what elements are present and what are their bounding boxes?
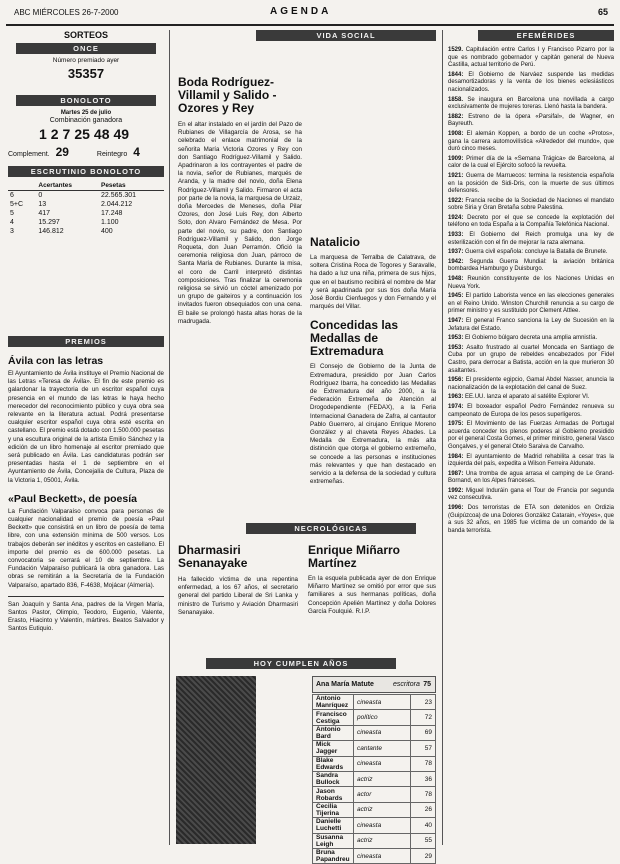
avila-title: Ávila con las letras bbox=[8, 355, 104, 367]
table-row bbox=[313, 710, 436, 725]
table-row bbox=[8, 209, 164, 218]
bonoloto-date: Martes 25 de julio bbox=[60, 110, 112, 116]
enrique-text: En la esquela publicada ayer de don Enrique Miñarro Martínez se omitió por error que sus familiares a sus hermanas políticas, doña Concepción Apelién Martínez y doña Dolores García Foulquié. R.I.P. bbox=[308, 575, 436, 615]
bonoloto-number: 48 bbox=[93, 126, 110, 142]
bday-profession: actriz bbox=[354, 771, 411, 786]
list-item: 1908: El alemán Koppen, a bordo de un coche «Protos», gana la carrera automovilística «Alrededor del mundo», que duró cinco meses. bbox=[448, 130, 614, 153]
list-item: 1974: El boxeador español Pedro Fernández renueva su campeonato de Europa de los pesos superligeros. bbox=[448, 403, 614, 418]
table-row bbox=[313, 756, 436, 771]
table-row bbox=[313, 848, 436, 863]
medallas-title: Concedidas las Medallas de Extremadura bbox=[310, 318, 399, 359]
bonoloto-numbers bbox=[8, 126, 164, 142]
list-item: 1975: El Movimiento de las Fuerzas Armadas de Portugal acuerda conceder los plenos poderes al Gobierno presidido por el general Costa Gomes, el primer ministro, general Vasco Gonçalves, y el general Otelo Saraiva de Carvalho. bbox=[448, 421, 614, 450]
bday-header-row bbox=[312, 676, 436, 693]
header-section: AGENDA bbox=[270, 6, 332, 17]
premios-label: PREMIOS bbox=[8, 336, 164, 347]
bday-name: Sandra Bullock bbox=[313, 771, 354, 786]
table-row bbox=[313, 771, 436, 786]
page-number: 65 bbox=[597, 7, 608, 17]
bday-name: Francisco Cestiga bbox=[313, 710, 354, 725]
premios-section bbox=[8, 336, 164, 634]
list-item: 1987: Una tromba de agua arrasa el camping de Le Grand-Bornand, en los Alpes franceses. bbox=[448, 470, 614, 485]
table-cell: 15.297 bbox=[38, 219, 60, 226]
bday-age: 78 bbox=[411, 756, 436, 771]
dharma-article bbox=[178, 544, 298, 617]
efemerides-section bbox=[448, 30, 614, 537]
complement-row bbox=[8, 145, 164, 159]
list-item: 1921: Guerra de Marruecos: termina la resistencia española en la posición de Sidi-Dris, con la muerte de sus últimos defensores. bbox=[448, 172, 614, 195]
natalicio-title: Natalicio bbox=[310, 235, 361, 249]
list-item: 1984: El ayuntamiento de Madrid rehabilita a cesar tras la izquierda del país, expedita a Wilson Ferreira Aldunate. bbox=[448, 453, 614, 468]
bday-profession: cantante bbox=[354, 741, 411, 756]
bonoloto-number: 7 bbox=[62, 126, 71, 142]
table-cell: 5+C bbox=[10, 201, 24, 208]
table-row bbox=[313, 802, 436, 817]
bday-header-name: Ana María Matute bbox=[316, 681, 374, 688]
enrique-title: Enrique Miñarro Martínez bbox=[308, 543, 401, 570]
list-item: 1953: El Gobierno búlgaro decreta una amplia amnistía. bbox=[448, 335, 598, 342]
avila-text: El Ayuntamiento de Ávila instituye el Premio Nacional de las Letras «Teresa de Ávila». El fin de este premio es galardonar la trayectoria de un escritor español cuya presencia en el mundo de las letras le haya hecho merecedor del reconocimiento público y cuya obra sea relevante en la literatura actual. Podrá presentarse cualquier escritor español cuya obra esté escrita en castellano. El premio está dotado con 1.500.000 pesetas y una escultura original de la artista Emilio Sánchez y la edición de un libro homenaje al escritor premiado que será publicado en Ávila. Las candidaturas podrán ser presentadas hasta el 1 de septiembre en el Ayuntamiento de Ávila, Concejalía de Cultura, Plaza de la Victoria 1, 05001, Ávila. bbox=[8, 370, 164, 484]
boda-article bbox=[178, 76, 302, 326]
list-item: 1844: El Gobierno de Narváez suspende las medidas desamortizadoras y la venta de los bienes eclesiásticos nacionalizados. bbox=[448, 71, 615, 93]
table-cell: 13 bbox=[38, 201, 47, 208]
vida-social-section bbox=[176, 30, 436, 41]
complement-label: Complement. bbox=[8, 151, 50, 158]
bday-name: Antonio Manríquez bbox=[313, 695, 354, 710]
bday-header-age: 75 bbox=[423, 681, 431, 688]
bonoloto-subtitle: Combinación ganadora bbox=[49, 117, 123, 124]
table-header-row bbox=[8, 181, 164, 191]
once-label: ONCE bbox=[16, 43, 156, 54]
bday-profession: actriz bbox=[354, 833, 411, 848]
table-header: Acertantes bbox=[36, 181, 99, 191]
table-row bbox=[313, 787, 436, 802]
bonoloto-number: 1 bbox=[38, 126, 47, 142]
natalicio-article bbox=[310, 76, 436, 486]
list-item: 1992: Miguel Induráin gana el Tour de Francia por segunda vez consecutiva. bbox=[448, 487, 614, 502]
table-cell: 22.565.301 bbox=[100, 192, 137, 199]
once-subtitle: Número premiado ayer bbox=[52, 57, 120, 64]
beckett-title: «Paul Beckett», de poesía bbox=[8, 492, 137, 505]
table-row bbox=[313, 833, 436, 848]
birthday-portrait-photo bbox=[176, 676, 256, 844]
table-cell: 4 bbox=[10, 219, 14, 226]
bonoloto-number: 25 bbox=[74, 126, 90, 142]
list-item: 1963: EE.UU. lanza el aparato al satélite Explorer VI. bbox=[448, 394, 590, 401]
list-item: 1924: Decreto por el que se concede la explotación del teléfono en toda España a la Compañía Telefónica Nacional. bbox=[448, 214, 615, 229]
bonoloto-number: 49 bbox=[113, 126, 130, 142]
bday-profession: cineasta bbox=[354, 818, 411, 833]
bday-age: 78 bbox=[411, 787, 436, 802]
table-header: Pesetas bbox=[99, 181, 164, 191]
escrutinio-label: ESCRUTINIO BONOLOTO bbox=[8, 166, 164, 177]
bday-profession: político bbox=[354, 710, 411, 725]
sorteos-section bbox=[8, 30, 164, 236]
reintegro-value: 4 bbox=[133, 145, 140, 159]
list-item: 1945: El partido Laborista vence en las elecciones generales en el Reino Unido. Winston Churchill renuncia a su cargo de primer ministro y es sustituido por Clement Attlee. bbox=[448, 293, 614, 315]
escrutinio-table bbox=[8, 181, 164, 236]
cumpleanos-label: HOY CUMPLEN AÑOS bbox=[206, 658, 396, 669]
bday-name: Bruna Papandreu bbox=[313, 848, 354, 863]
santos-text: San Joaquín y Santa Ana, padres de la Virgen María, Santos Pastor, Olimpio, Teodoro, Eugenio, Valente, Erasto, Hiacinto y Valentín, mártires. Beatos Salvador y Santos Eutiquio. bbox=[8, 600, 164, 633]
table-row bbox=[8, 227, 164, 236]
list-item: 1858. Se inaugura en Barcelona una novillada a cargo exclusivamente de mujeres toreras. Llenó hasta la bandera. bbox=[448, 96, 615, 111]
efemerides-list bbox=[448, 47, 614, 535]
dharma-title: Dharmasiri Senanayake bbox=[178, 543, 248, 570]
bday-age: 36 bbox=[411, 771, 436, 786]
list-item: 1942: Segunda Guerra Mundial: la aviación británica bombardea Hamburgo y Duisburgo. bbox=[448, 258, 614, 273]
table-cell: 1.100 bbox=[100, 219, 119, 226]
bonoloto-label: BONOLOTO bbox=[16, 95, 156, 106]
bday-age: 69 bbox=[411, 725, 436, 740]
complement-value: 29 bbox=[55, 145, 69, 159]
table-row bbox=[8, 218, 164, 227]
natalicio-text: La marquesa de Terralba de Calatrava, de soltera Cristina Roca de Togores y Saravalle, ha dado a luz una niña, primera de sus hijos, que en el bautismo recibirá el nombre de Mar y será apadrinada por sus tíos doña María José Bordiu Cienfuegos y don Fernando y el marqués del Villar. bbox=[310, 254, 436, 311]
column-divider bbox=[169, 30, 170, 845]
sorteos-title: SORTEOS bbox=[63, 30, 108, 40]
bday-profession: cineasta bbox=[354, 725, 411, 740]
list-item: 1922: Francia recibe de la Sociedad de Naciones el mandato sobre Siria y Gran Bretaña sobre Palestina. bbox=[448, 197, 614, 212]
bday-profession: cineasta bbox=[354, 695, 411, 710]
table-cell: 5 bbox=[10, 210, 14, 217]
table-row bbox=[313, 741, 436, 756]
bday-profession: cineasta bbox=[354, 756, 411, 771]
list-item: 1909: Primer día de la «Semana Trágica» de Barcelona, al calor de la cual el Ejército sofocó la revuelta. bbox=[448, 155, 614, 170]
bday-age: 72 bbox=[411, 710, 436, 725]
bday-age: 55 bbox=[411, 833, 436, 848]
bday-age: 26 bbox=[411, 802, 436, 817]
list-item: 1953: Asalto frustrado al cuartel Moncada en Santiago de Cuba por un grupo de rebeldes encabezados por Fidel Castro, para derrocar a Batista, acción en la que murieron 30 asaltantes. bbox=[448, 344, 614, 374]
list-item: 1882: Estreno de la ópera «Parsifal», de Wagner, en Bayreuth. bbox=[448, 113, 614, 128]
list-item: 1996: Dos terroristas de ETA son detenidos en Ordizia (Guipúzcoa) de una Dolores González Catarain, «Yoyes», que a sus 32 años, en 1985 fue víctima de un comando de la banda terrorista. bbox=[448, 505, 614, 534]
table-cell: 0 bbox=[38, 192, 43, 199]
efemerides-label: EFEMÉRIDES bbox=[478, 30, 614, 41]
bday-table-wrap bbox=[312, 694, 436, 864]
bday-name: Mick Jagger bbox=[313, 741, 354, 756]
bday-profession: cineasta bbox=[354, 848, 411, 863]
bday-age: 57 bbox=[411, 741, 436, 756]
table-cell: 400 bbox=[100, 228, 113, 235]
table-row bbox=[313, 818, 436, 833]
boda-title: Boda Rodríguez-Villamil y Salido - Ozores y Rey bbox=[178, 75, 277, 115]
table-cell: 2.044.212 bbox=[100, 201, 133, 208]
boda-text: En el altar instalado en el jardín del Pazo de Rubianes de Villagarcía de Arosa, se ha celebrado el enlace matrimonial de la señorita María Victoria Ozores y Rey con don Santiago Rodríguez-Villamil y Salido. Apadrinaron a los contrayentes el padre de la novia, señor de Rubianes, marqués de Aranda, y la madre del novio, doña Elena Rodríguez-Villamil y Salido. Firmaron el acta por parte de la novia, la marquesa de Urzaiz, doña Mercedes de Meneses, doña Pilar Ozores, don José Luis Rey, don Alberto Soto, don Alvaro Fernández de Mesa. Por parte del novio, su padre, don Santiago Rodríguez-Villamil y Salido, don Jorge Roqueta, don Juan Perramón. Ofició la ceremonia religiosa don Juan, párroco de Santa María de Rubianes. Durante la misa, el coro de Carril interpretó distintas composiciones. Tras finalizar la ceremonia religiosa se sirvió un cóctel amenizado por un grupo de gaiteiros y a continuación los invitados fueron obsequiados con una cena. El baile se prolongó hasta altas horas de la madrugada. bbox=[178, 121, 302, 325]
list-item: 1529. Capitulación entre Carlos I y Francisco Pizarro por la que es nombrado gobernador y capitán general de Nueva Castilla, actual territorio de Perú. bbox=[448, 47, 615, 69]
vida-social-label: VIDA SOCIAL bbox=[256, 30, 436, 41]
once-number: 35357 bbox=[67, 66, 105, 81]
table-row bbox=[8, 191, 164, 201]
list-item: 1948: Reunión constituyente de los Naciones Unidas en Nueva York. bbox=[448, 276, 614, 290]
table-header bbox=[8, 181, 36, 191]
bday-name: Jason Robards bbox=[313, 787, 354, 802]
bonoloto-number: 2 bbox=[50, 126, 59, 142]
cumpleanos-section bbox=[176, 658, 436, 669]
table-row bbox=[313, 725, 436, 740]
medallas-text: El Consejo de Gobierno de la Junta de Extremadura, presidido por Juan Carlos Rodríguez Ibarra, ha concedido las Medallas de Extremadura del año 2000, a la Federación Extremeña de Atención al Drogodependiente (FEDAX), a la Feria Internacional Ganadera de Zafra, al cantautor Pablo Guerrero, al cirujano Enrique Moreno González y al chaveta Reyes Abades. La Medalla de Extremadura, la más alta distinción que otorga el gobierno extremeño, se concede a las personas e instituciones más relevantes y que han destacado en servicio a la defensa de la sociedad y cultura extremeñas. bbox=[310, 363, 436, 486]
bday-table bbox=[312, 694, 436, 864]
column-divider bbox=[442, 30, 443, 845]
bday-age: 40 bbox=[411, 818, 436, 833]
bday-name: Danielle Luchetti bbox=[313, 818, 354, 833]
bday-name: Cecilia Tijerina bbox=[313, 802, 354, 817]
necrologicas-section bbox=[176, 523, 436, 534]
bday-name: Antonio Bard bbox=[313, 725, 354, 740]
bday-age: 23 bbox=[411, 695, 436, 710]
table-cell: 3 bbox=[10, 228, 14, 235]
bday-age: 29 bbox=[411, 848, 436, 863]
necrologicas-label: NECROLÓGICAS bbox=[246, 523, 416, 534]
list-item: 1956: El presidente egipcio, Gamal Abdel Nasser, anuncia la nacionalización de la explotación del canal de Suez. bbox=[448, 377, 615, 391]
bday-name: Blake Edwards bbox=[313, 756, 354, 771]
list-item: 1933: El Gobierno del Reich promulga una ley de esterilización con el fin de mejorar la raza alemana. bbox=[448, 232, 615, 246]
table-row bbox=[313, 695, 436, 710]
table-cell: 146.812 bbox=[38, 228, 64, 235]
enrique-article bbox=[308, 544, 436, 616]
header-date: ABC MIÉRCOLES 26-7-2000 bbox=[14, 8, 119, 17]
table-row bbox=[8, 200, 164, 209]
table-cell: 417 bbox=[38, 210, 51, 217]
list-item: 1947: El general Franco sanciona la Ley de Sucesión en la Jefatura del Estado. bbox=[448, 318, 614, 332]
bday-profession: actriz bbox=[354, 802, 411, 817]
reintegro-label: Reintegro bbox=[96, 151, 128, 158]
table-cell: 6 bbox=[10, 192, 14, 199]
dharma-text: Ha fallecido víctima de una repentina enfermedad, a los 67 años, el secretario general del partido Liberal de Sri Lanka y ministro de Turismo y Aviación Dharmasiri Senanayake. bbox=[178, 576, 298, 616]
table-cell: 17.248 bbox=[100, 210, 123, 217]
bday-header-prof: escritora bbox=[393, 681, 420, 688]
list-item: 1937: Guerra civil española: concluye la Batalla de Brunete. bbox=[448, 249, 608, 256]
beckett-text: La Fundación Valparaíso convoca para personas de cualquier nacionalidad el premio de poesía «Paul Beckett» que consistirá en un libro de poesía de tema libre, con una extensión mínima de 500 versos. Los trabajos deberán ser inéditos y escritos en castellano. El importe del premio es de 600.000 pesetas. La convocatoria se cerrará el 10 de septiembre. La Fundación Valparaíso publicará la obra ganadora. Las obras se remitirán a la Secretaría de la Fundación Valparaíso, apartado 836, F-4638, Mojácar (Almería). bbox=[8, 507, 164, 589]
bday-profession: actor bbox=[354, 787, 411, 802]
bday-name: Susanna Leigh bbox=[313, 833, 354, 848]
